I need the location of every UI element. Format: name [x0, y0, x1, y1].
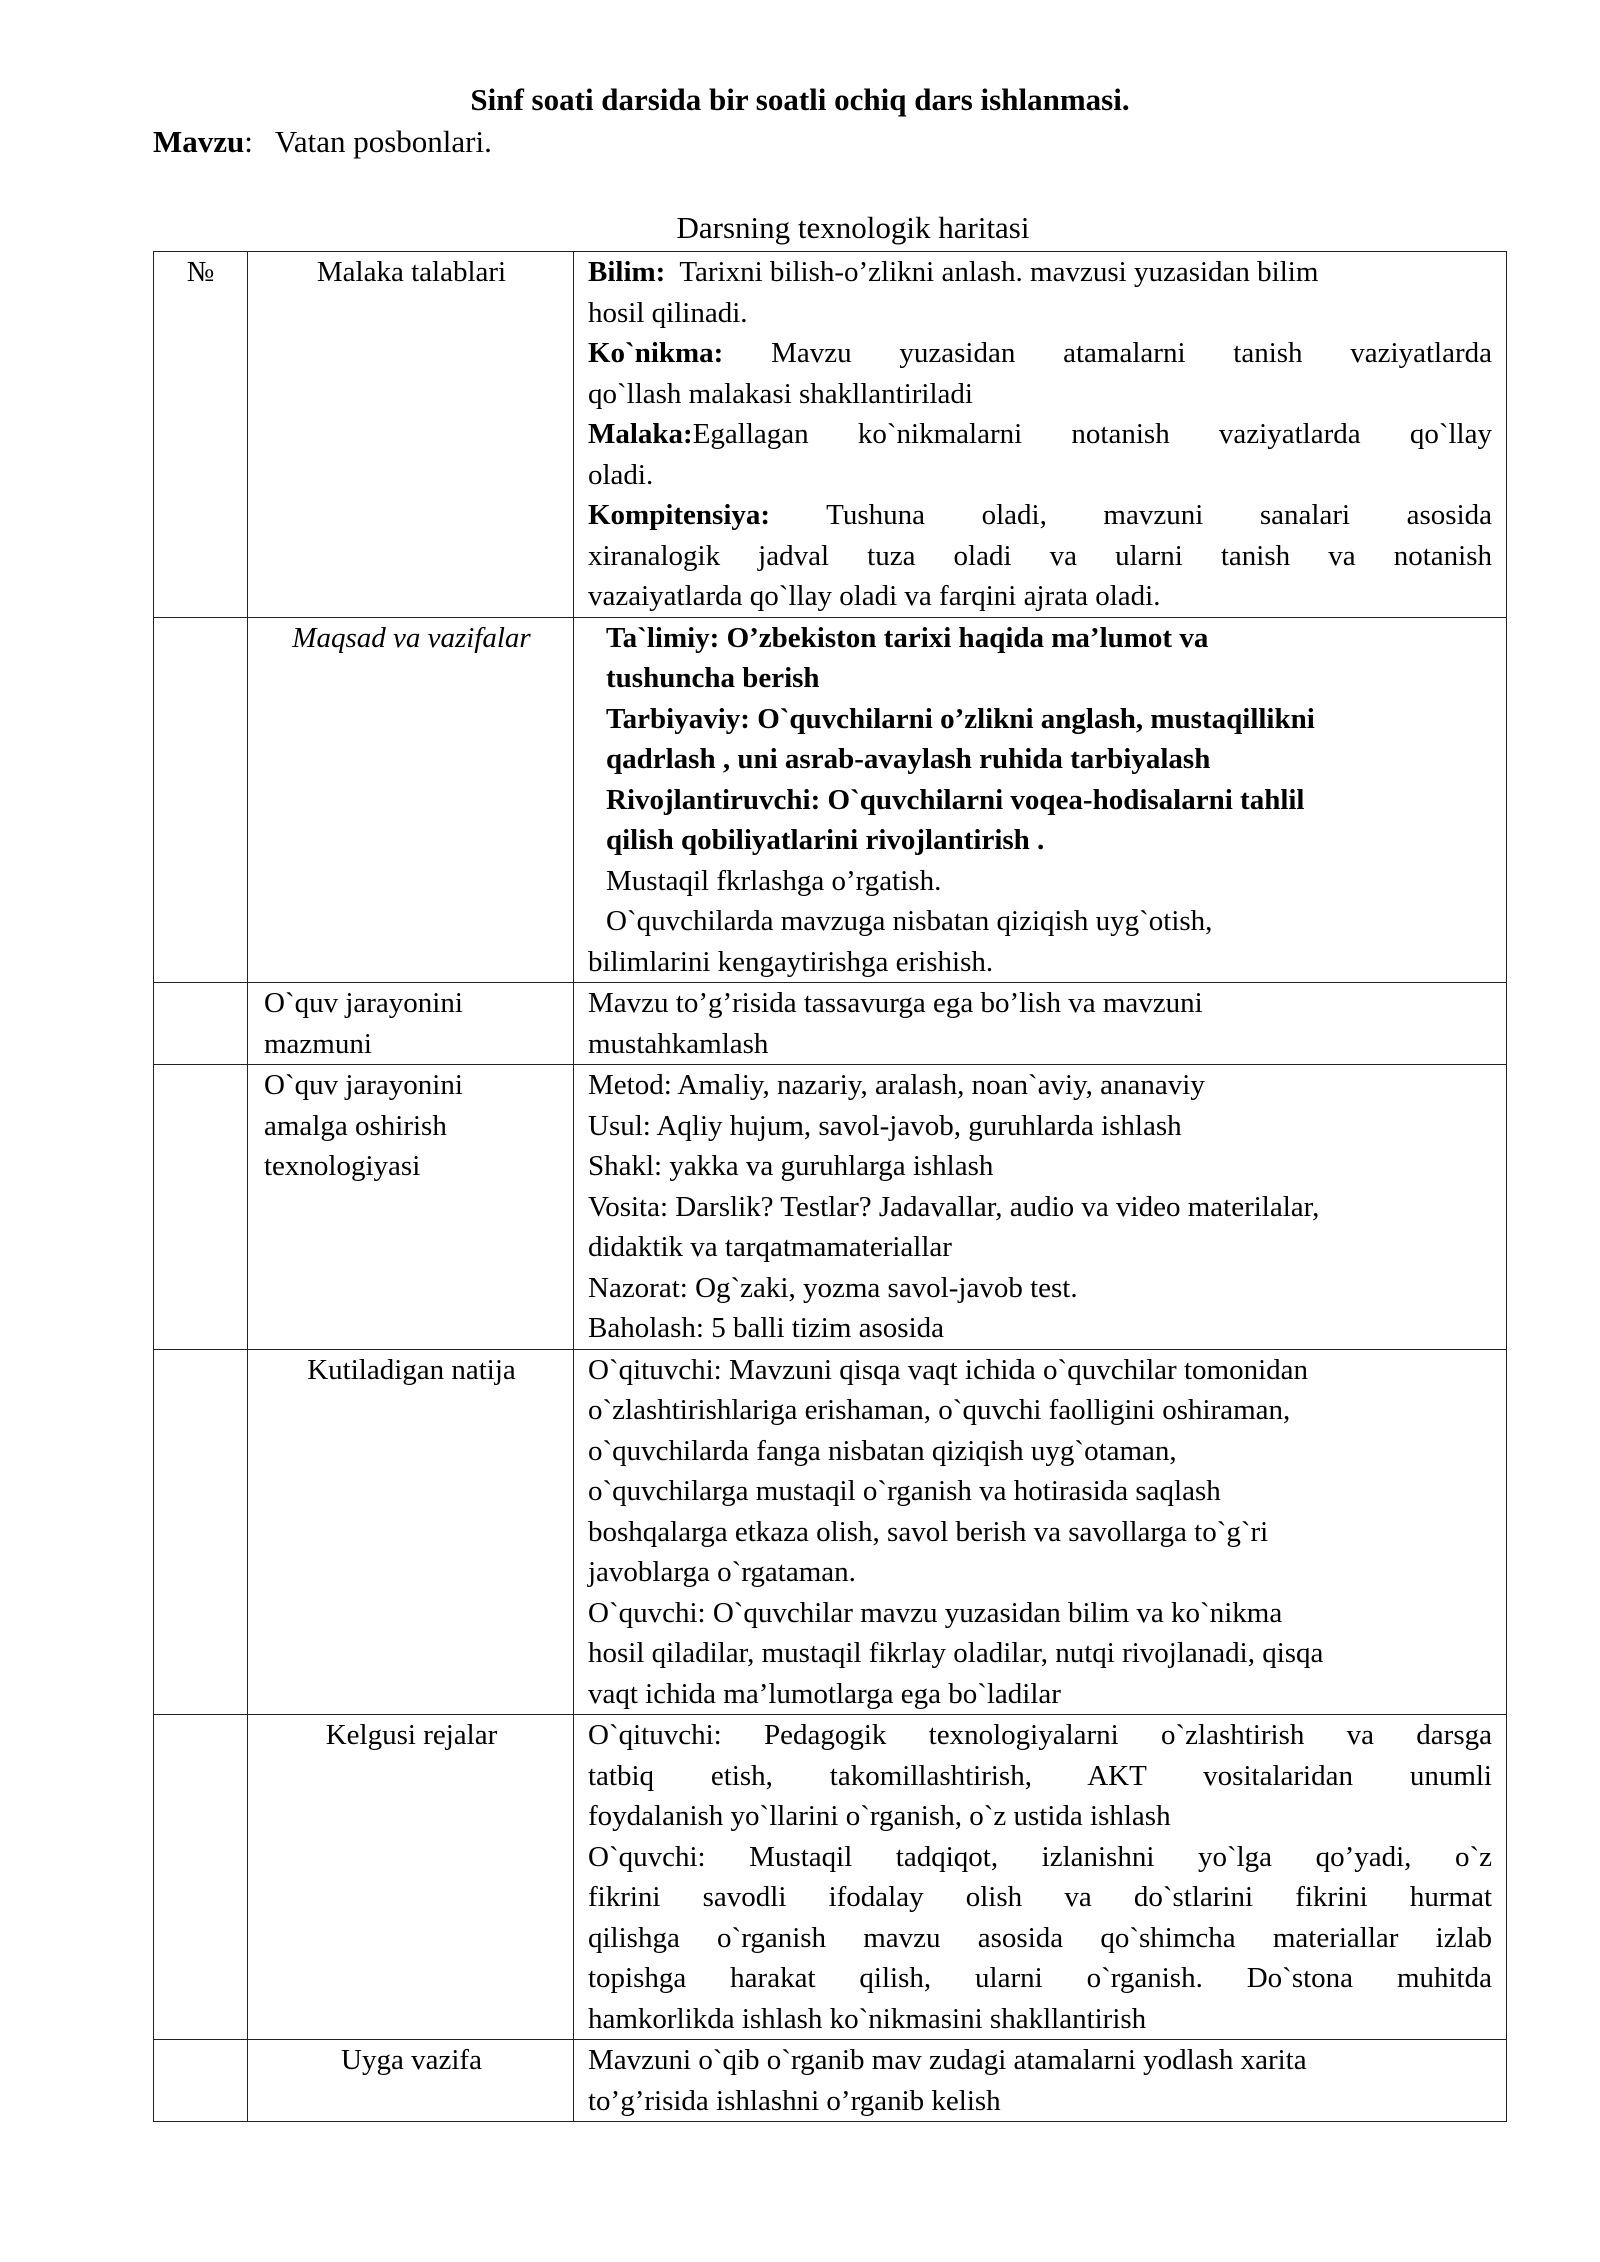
content-line: O`quvchi: O`quvchilar mavzu yuzasidan bilim va ko`nikma: [588, 1596, 1283, 1629]
content-line: hosil qiladilar, mustaqil fikrlay oladilar, nutqi rivojlanadi, qisqa: [588, 1637, 1324, 1669]
content-line: Metod: Amaliy, nazariy, aralash, noan`aviy, ananaviy: [588, 1069, 1205, 1101]
row-label: Kelgusi rejalar: [325, 1719, 498, 1751]
table-row: [154, 1715, 1507, 2040]
row-label: mazmuni: [264, 1027, 372, 1060]
content-line: O`quvchi: Mustaqil tadqiqot, izlanishni yo`lga qo’yadi, o`z: [588, 1840, 1492, 1873]
content-line: O`quvchilarda mavzuga nisbatan qiziqish uyg`otish,: [606, 905, 1213, 937]
row-content-cell: [574, 252, 1507, 618]
content-line: Mavzu to’g’risida tassavurga ega bo’lish va mavzuni: [588, 987, 1203, 1019]
content-line: [588, 333, 1492, 374]
page-title: Sinf soati darsida bir soatli ochiq dars ishlanmasi.: [470, 82, 1130, 117]
table-row: [154, 983, 1507, 1065]
number-cell: [154, 983, 248, 1065]
table-row: [154, 1349, 1507, 1715]
number-header: №: [186, 256, 215, 288]
content-line: xiranalogik jadval tuza oladi va ularni tanish va notanish: [588, 539, 1492, 572]
number-header-cell: [154, 252, 248, 618]
content-line: tatbiq etish, takomillashtirish, AKT vositalaridan unumli: [588, 1759, 1492, 1792]
content-line: O`qituvchi: Mavzuni qisqa vaqt ichida o`quvchilar tomonidan: [588, 1353, 1309, 1386]
content-line: [588, 252, 1492, 293]
content-line: qo`llash malakasi shakllantiriladi: [588, 377, 973, 410]
kompitensiya-text: Tushuna oladi, mavzuni sanalari asosida: [826, 499, 1492, 531]
content-line: Mavzuni o`qib o`rganib mav zudagi atamalarni yodlash xarita: [588, 2044, 1307, 2076]
topic-label: Mavzu: [153, 124, 245, 159]
row-label: O`quv jarayonini: [264, 1069, 463, 1101]
row-content-cell: [574, 1715, 1507, 2040]
content-line: Usul: Aqliy hujum, savol-javob, guruhlarda ishlash: [588, 1109, 1182, 1142]
content-line: hamkorlikda ishlash ko`nikmasini shakllantirish: [588, 2002, 1147, 2035]
content-line: didaktik va tarqatmamateriallar: [588, 1231, 952, 1263]
lesson-plan-table: [153, 251, 1507, 2122]
content-line: Ta`limiy: O’zbekiston tarixi haqida ma’lumot va: [606, 621, 1209, 654]
content-line: o`zlashtirishlariga erishaman, o`quvchi faolligini oshiraman,: [588, 1394, 1291, 1426]
content-line: Shakl: yakka va guruhlarga ishlash: [588, 1150, 994, 1182]
content-line: topishga harakat qilish, ularni o`rganish. Do`stona muhitda: [588, 1962, 1492, 1994]
row-label-cell: [248, 617, 574, 983]
table-caption: Darsning texnologik haritasi: [676, 210, 1030, 245]
content-line: o`quvchilarga mustaqil o`rganish va hotirasida saqlash: [588, 1475, 1221, 1507]
malaka-text: Egallagan ko`nikmalarni notanish vaziyatlarda qo`llay: [692, 418, 1492, 450]
row-label: O`quv jarayonini: [264, 987, 463, 1019]
content-line: Vosita: Darslik? Testlar? Jadavallar, audio va video materilalar,: [588, 1190, 1320, 1223]
content-line: mustahkamlash: [588, 1027, 769, 1060]
content-line: tushuncha berish: [606, 662, 820, 694]
bilim-text: Tarixni bilish-o’zlikni anlash. mavzusi yuzasidan bilim: [679, 256, 1319, 288]
table-row: [154, 252, 1507, 618]
content-line: Nazorat: Og`zaki, yozma savol-javob test.: [588, 1271, 1078, 1304]
row-content-cell: [574, 1065, 1507, 1350]
content-line: vazaiyatlarda qo`llay oladi va farqini ajrata oladi.: [588, 580, 1161, 612]
number-cell: [154, 1349, 248, 1715]
content-line: hosil qilinadi.: [588, 296, 748, 329]
number-cell: [154, 617, 248, 983]
row-label-cell: [248, 1715, 574, 2040]
number-cell: [154, 2040, 248, 2122]
malaka-label: Malaka:: [588, 418, 693, 450]
content-line: [588, 414, 1492, 455]
row-label-cell: [248, 983, 574, 1065]
content-line: Tarbiyaviy: O`quvchilarni o’zlikni anglash, mustaqillikni: [606, 702, 1315, 735]
bilim-label: Bilim:: [588, 256, 666, 288]
konikma-label: Ko`nikma:: [588, 337, 724, 369]
content-line: foydalanish yo`llarini o`rganish, o`z ustida ishlash: [588, 1800, 1171, 1832]
number-cell: [154, 1715, 248, 2040]
row-label-cell: [248, 252, 574, 618]
row-label-cell: [248, 1065, 574, 1350]
row-label: Uyga vazifa: [341, 2044, 482, 2076]
content-line: [588, 495, 1492, 536]
topic-value: Vatan posbonlari.: [274, 124, 492, 159]
content-line: javoblarga o`rgataman.: [588, 1556, 856, 1588]
konikma-text: Mavzu yuzasidan atamalarni tanish vaziyatlarda: [771, 337, 1492, 369]
content-line: qilish qobiliyatlarini rivojlantirish .: [606, 824, 1045, 856]
content-line: oladi.: [588, 458, 654, 491]
content-line: fikrini savodli ifodalay olish va do`stlarini fikrini hurmat: [588, 1881, 1492, 1913]
content-line: O`qituvchi: Pedagogik texnologiyalarni o`zlashtirish va darsga: [588, 1719, 1492, 1751]
row-label: Kutiladigan natija: [307, 1353, 516, 1386]
table-row: [154, 1065, 1507, 1350]
content-line: qilishga o`rganish mavzu asosida qo`shimcha materiallar izlab: [588, 1921, 1492, 1954]
content-line: to’g’risida ishlashni o’rganib kelish: [588, 2084, 1001, 2117]
row-label-cell: [248, 1349, 574, 1715]
row-label: amalga oshirish: [264, 1109, 447, 1142]
content-line: o`quvchilarda fanga nisbatan qiziqish uyg`otaman,: [588, 1434, 1177, 1467]
content-line: Rivojlantiruvchi: O`quvchilarni voqea-hodisalarni tahlil: [606, 783, 1305, 816]
content-line: bilimlarini kengaytirishga erishish.: [588, 945, 994, 978]
content-line: Mustaqil fkrlashga o’rgatish.: [606, 864, 942, 897]
table-row: [154, 617, 1507, 983]
content-line: Baholash: 5 balli tizim asosida: [588, 1312, 945, 1344]
row-label: Maqsad va vazifalar: [292, 621, 531, 654]
row-content-cell: [574, 2040, 1507, 2122]
content-line: boshqalarga etkaza olish, savol berish va savollarga to`g`ri: [588, 1515, 1269, 1548]
row-content-cell: [574, 1349, 1507, 1715]
row-label-cell: [248, 2040, 574, 2122]
number-cell: [154, 1065, 248, 1350]
content-line: qadrlash , uni asrab-avaylash ruhida tarbiyalash: [606, 743, 1211, 775]
topic-colon: :: [244, 124, 253, 159]
row-label: Malaka talablari: [316, 256, 507, 288]
content-line: vaqt ichida ma’lumotlarga ega bo`ladilar: [588, 1677, 1061, 1710]
row-content-cell: [574, 983, 1507, 1065]
row-label: texnologiyasi: [264, 1150, 421, 1182]
row-content-cell: [574, 617, 1507, 983]
topic-line: [153, 122, 492, 162]
table-row: [154, 2040, 1507, 2122]
kompitensiya-label: Kompitensiya:: [588, 499, 771, 531]
